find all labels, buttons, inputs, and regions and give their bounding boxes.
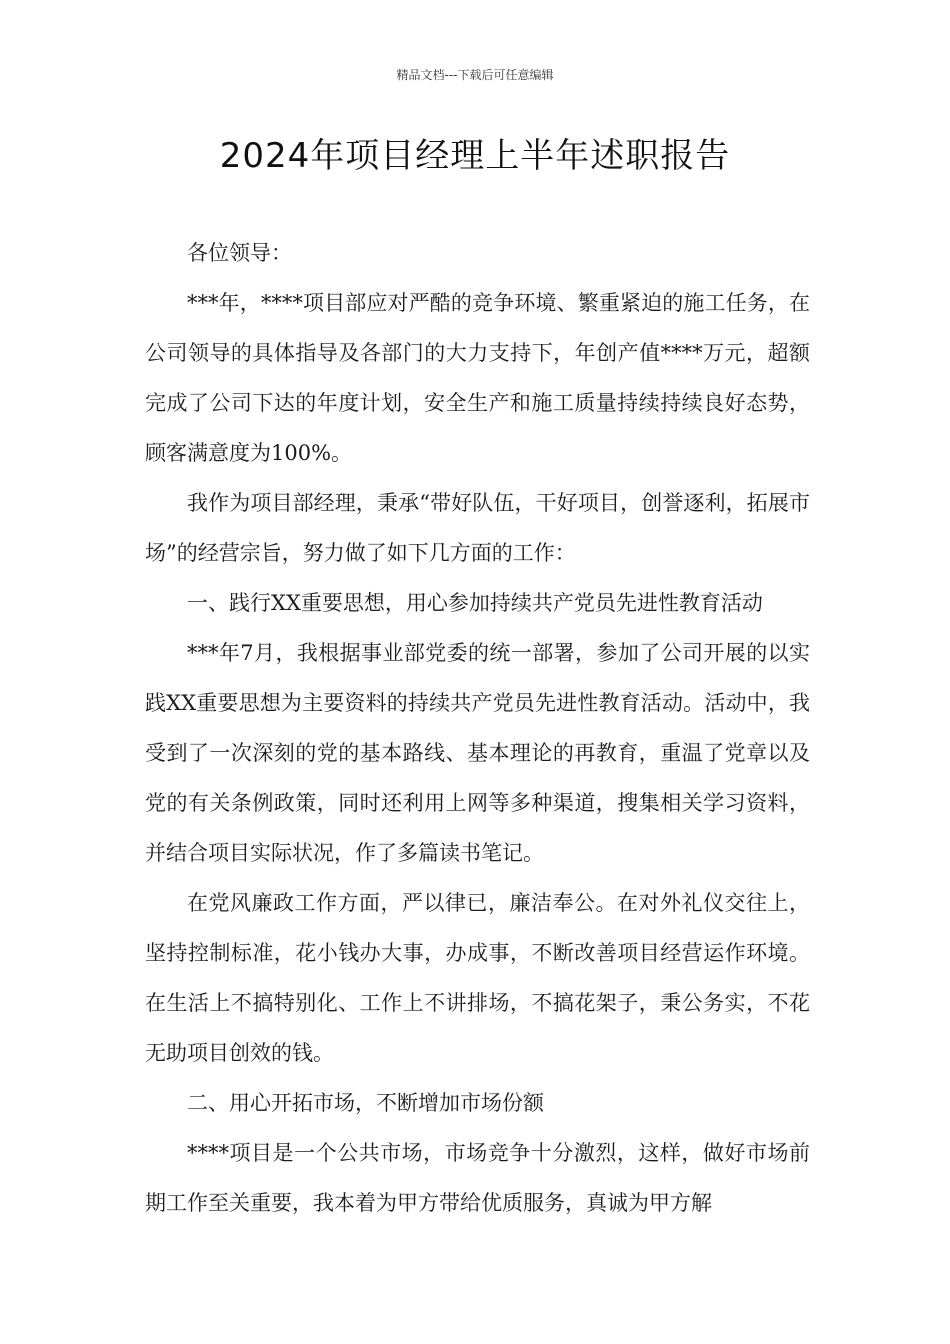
document-body	[145, 228, 810, 1228]
paragraph-market: ****项目是一个公共市场，市场竞争十分激烈，这样，做好市场前期工作至关重要，我本着为甲方带给优质服务，真诚为甲方解	[145, 1141, 810, 1215]
paragraph-intro: ***年，****项目部应对严酷的竞争环境、繁重紧迫的施工任务，在公司领导的具体指导及各部门的大力支持下，年创产值****万元，超额完成了公司下达的年度计划，安全生产和施工质量持续持续良好态势，顾客满意度为100%。	[145, 291, 810, 465]
paragraph-education: ***年7月，我根据事业部党委的统一部署，参加了公司开展的以实践XX重要思想为主要资料的持续共产党员先进性教育活动。活动中，我受到了一次深刻的党的基本路线、基本理论的再教育，重温了党章以及党的有关条例政策，同时还利用上网等多种渠道，搜集相关学习资料，并结合项目实际状况，作了多篇读书笔记。	[145, 641, 810, 865]
paragraph-greeting: 各位领导：	[187, 241, 292, 265]
paragraph-principle: 我作为项目部经理，秉承“带好队伍，干好项目，创誉逐利，拓展市场”的经营宗旨，努力做了如下几方面的工作：	[145, 491, 810, 565]
header-note: 精品文档---下载后可任意编辑	[396, 68, 554, 82]
page-title: 2024年项目经理上半年述职报告	[219, 136, 731, 176]
section-heading-1: 一、践行XX重要思想，用心参加持续共产党员先进性教育活动	[187, 591, 763, 615]
section-heading-2: 二、用心开拓市场，不断增加市场份额	[187, 1091, 544, 1115]
paragraph-integrity: 在党风廉政工作方面，严以律已，廉洁奉公。在对外礼仪交往上，坚持控制标准，花小钱办大事，办成事，不断改善项目经营运作环境。在生活上不搞特别化、工作上不讲排场，不搞花架子，秉公务实，不花无助项目创效的钱。	[145, 891, 810, 1065]
